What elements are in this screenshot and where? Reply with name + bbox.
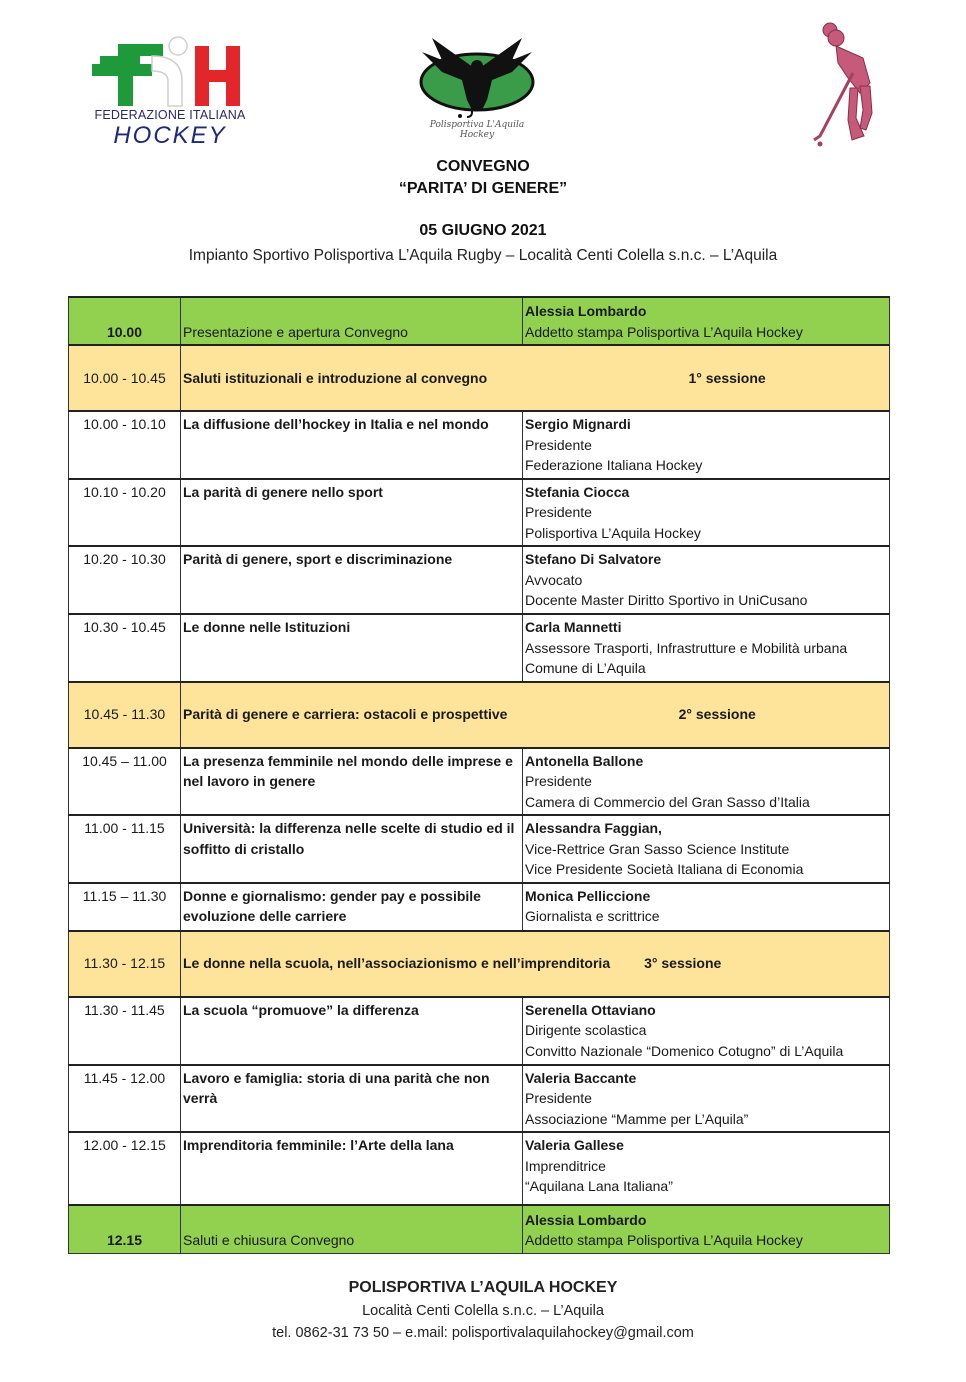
speaker-role: Federazione Italiana Hockey (525, 457, 703, 473)
fih-logo (70, 36, 270, 151)
fih-logo-line2: HOCKEY (113, 122, 227, 149)
speaker-role: Giornalista e scrittrice (525, 908, 660, 924)
speaker-role: Presidente (525, 504, 592, 520)
time-cell: 11.45 - 12.00 (69, 1065, 181, 1133)
speaker-role: Presidente (525, 436, 592, 453)
topic-cell: Le donne nelle Istituzioni (181, 614, 523, 682)
speaker-name: Carla Mannetti (525, 619, 622, 635)
talk-row (69, 815, 890, 883)
session-label: 3° sessione (644, 955, 722, 972)
eagle-icon (412, 30, 542, 120)
speaker-name: Alessandra Faggian, (525, 820, 662, 836)
speaker-cell (523, 1065, 890, 1133)
speaker-cell (523, 411, 890, 479)
footer-address: Località Centi Colella s.n.c. – L’Aquila (362, 1303, 604, 1319)
session-row (69, 931, 890, 997)
talk-row (69, 411, 890, 479)
speaker-cell (523, 297, 890, 345)
session-cell (181, 931, 890, 997)
session-topic: Le donne nella scuola, nell’associazionismo e nell’imprenditoria (183, 955, 611, 972)
speaker-role: Imprenditrice (525, 1157, 606, 1174)
speaker-role: Dirigente scolastica (525, 1022, 647, 1038)
program-table (68, 296, 890, 1254)
topic-cell: Saluti e chiusura Convegno (181, 1205, 523, 1253)
time-cell: 10.20 - 10.30 (69, 546, 181, 614)
speaker-role: Presidente (525, 773, 592, 789)
hockey-player-icon (808, 18, 888, 148)
speaker-name: Antonella Ballone (525, 752, 644, 769)
eagle-logo-caption: Polisportiva L'Aquila Hockey (429, 120, 525, 140)
event-date: 05 GIUGNO 2021 (419, 222, 547, 239)
event-title: “PARITA’ DI GENERE” (398, 180, 568, 197)
speaker-name: Stefano Di Salvatore (525, 551, 662, 567)
speaker-name: Alessia Lombardo (525, 1211, 647, 1228)
opening-closing-row (69, 297, 890, 345)
event-type: CONVEGNO (436, 158, 530, 175)
speaker-cell (523, 1205, 890, 1253)
speaker-cell (523, 614, 890, 682)
time-cell: 10.30 - 10.45 (69, 614, 181, 682)
speaker-cell (523, 479, 890, 547)
session-topic: Parità di genere e carriera: ostacoli e prospettive (183, 706, 508, 723)
speaker-cell (523, 1132, 890, 1205)
speaker-role: Avvocato (525, 571, 583, 588)
session-topic: Saluti istituzionali e introduzione al convegno (183, 369, 488, 386)
speaker-role: Presidente (525, 1090, 592, 1106)
fih-emblem-icon (70, 36, 270, 111)
topic-cell: La presenza femminile nel mondo delle imprese e nel lavoro in genere (181, 748, 523, 816)
event-venue: Impianto Sportivo Polisportiva L’Aquila Rugby – Località Centi Colella s.n.c. – L’Aquila (188, 247, 778, 264)
talk-row (69, 997, 890, 1065)
time-cell: 10.45 - 11.30 (69, 682, 181, 748)
speaker-name: Stefania Ciocca (525, 483, 630, 500)
session-label: 1° sessione (688, 369, 766, 386)
time-cell: 11.30 - 11.45 (69, 997, 181, 1065)
speaker-role: Convitto Nazionale “Domenico Cotugno” di L’Aquila (525, 1042, 844, 1059)
talk-row (69, 748, 890, 816)
time-cell: 11.30 - 12.15 (69, 931, 181, 997)
polisportiva-eagle-logo (412, 30, 542, 140)
talk-row (69, 1065, 890, 1133)
speaker-role: Assessore Trasporti, Infrastrutture e Mobilità urbana (525, 639, 848, 656)
speaker-cell (523, 815, 890, 883)
speaker-name: Valeria Baccante (525, 1069, 637, 1086)
talk-row (69, 614, 890, 682)
session-label: 2° sessione (678, 706, 756, 723)
time-cell: 10.00 - 10.10 (69, 411, 181, 479)
speaker-name: Monica Pelliccione (525, 887, 651, 904)
talk-row (69, 546, 890, 614)
hockey-player-illustration (808, 18, 888, 148)
time-cell: 11.00 - 11.15 (69, 815, 181, 883)
time-cell: 10.45 – 11.00 (69, 748, 181, 816)
talk-row (69, 1132, 890, 1205)
speaker-cell (523, 748, 890, 816)
footer-contact: tel. 0862-31 73 50 – e.mail: polisportivalaquilahockey@gmail.com (272, 1325, 694, 1341)
speaker-name: Valeria Gallese (525, 1137, 624, 1153)
speaker-role: Addetto stampa Polisportiva L’Aquila Hockey (525, 323, 803, 340)
topic-cell: La diffusione dell’hockey in Italia e nel mondo (181, 411, 523, 479)
time-cell: 10.00 (69, 297, 181, 345)
speaker-cell (523, 546, 890, 614)
speaker-role: Vice Presidente Società Italiana di Economia (525, 861, 804, 877)
topic-cell: La scuola “promuove” la differenza (181, 997, 523, 1065)
speaker-role: Camera di Commercio del Gran Sasso d’Italia (525, 793, 810, 810)
speaker-role: “Aquilana Lana Italiana” (525, 1178, 673, 1194)
speaker-role: Docente Master Diritto Sportivo in UniCusano (525, 592, 808, 608)
speaker-name: Sergio Mignardi (525, 416, 631, 432)
speaker-role: Vice-Rettrice Gran Sasso Science Institute (525, 840, 790, 857)
topic-cell: Presentazione e apertura Convegno (181, 297, 523, 345)
speaker-cell (523, 883, 890, 931)
topic-cell: La parità di genere nello sport (181, 479, 523, 547)
topic-cell: Imprenditoria femminile: l’Arte della lana (181, 1132, 523, 1205)
talk-row (69, 479, 890, 547)
time-cell: 11.15 – 11.30 (69, 883, 181, 931)
session-row (69, 345, 890, 411)
topic-cell: Università: la differenza nelle scelte di studio ed il soffitto di cristallo (181, 815, 523, 883)
session-cell (181, 682, 890, 748)
time-cell: 12.15 (69, 1205, 181, 1253)
time-cell: 10.00 - 10.45 (69, 345, 181, 411)
speaker-role: Polisportiva L’Aquila Hockey (525, 524, 701, 541)
topic-cell: Donne e giornalismo: gender pay e possibile evoluzione delle carriere (181, 883, 523, 931)
session-row (69, 682, 890, 748)
time-cell: 10.10 - 10.20 (69, 479, 181, 547)
fih-logo-line1: FEDERAZIONE ITALIANA (94, 108, 246, 122)
opening-closing-row (69, 1205, 890, 1253)
topic-cell: Lavoro e famiglia: storia di una parità che non verrà (181, 1065, 523, 1133)
speaker-cell (523, 997, 890, 1065)
topic-cell: Parità di genere, sport e discriminazione (181, 546, 523, 614)
talk-row (69, 883, 890, 931)
session-cell (181, 345, 890, 411)
speaker-name: Serenella Ottaviano (525, 1001, 656, 1018)
speaker-role: Associazione “Mamme per L’Aquila” (525, 1110, 749, 1127)
speaker-role: Comune di L’Aquila (525, 660, 646, 676)
footer-org: POLISPORTIVA L’AQUILA HOCKEY (348, 1279, 618, 1296)
speaker-name: Alessia Lombardo (525, 303, 647, 319)
time-cell: 12.00 - 12.15 (69, 1132, 181, 1205)
speaker-role: Addetto stampa Polisportiva L’Aquila Hockey (525, 1232, 803, 1248)
